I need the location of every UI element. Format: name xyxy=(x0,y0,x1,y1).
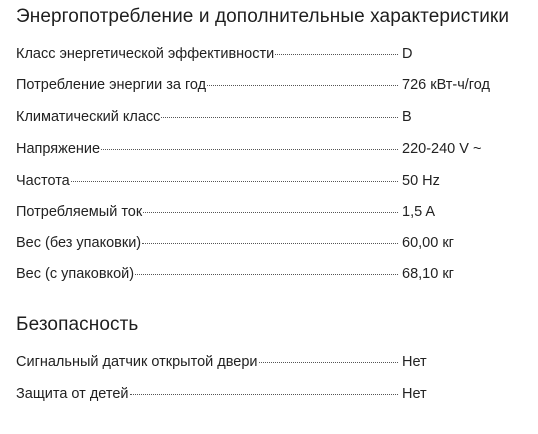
dotted-leader xyxy=(275,54,398,55)
spec-label: Частота xyxy=(16,173,70,189)
spec-label: Потребляемый ток xyxy=(16,204,143,220)
spec-value: 726 кВт-ч/год xyxy=(402,77,490,93)
spec-value: D xyxy=(402,46,413,62)
spec-value: 60,00 кг xyxy=(402,235,454,251)
dotted-leader xyxy=(259,362,399,363)
dotted-leader xyxy=(161,117,398,118)
spec-value: Нет xyxy=(402,354,427,370)
spec-value: B xyxy=(402,109,412,125)
spec-label: Вес (без упаковки) xyxy=(16,235,142,251)
spec-value: 220-240 V ~ xyxy=(402,141,482,157)
spec-label: Защита от детей xyxy=(16,386,129,402)
spec-label: Потребление энергии за год xyxy=(16,77,207,93)
spec-row-energy-class xyxy=(16,44,526,68)
spec-row-weight-gross xyxy=(16,264,526,288)
spec-row-annual-consumption xyxy=(16,75,526,99)
spec-label: Напряжение xyxy=(16,141,101,157)
dotted-leader xyxy=(207,85,398,86)
dotted-leader xyxy=(101,149,398,150)
energy-section-title: Энергопотребление и дополнительные характеристики xyxy=(16,6,510,27)
spec-label: Климатический класс xyxy=(16,109,161,125)
dotted-leader xyxy=(130,394,398,395)
spec-row-child-lock xyxy=(16,384,526,408)
dotted-leader xyxy=(71,181,398,182)
spec-row-frequency xyxy=(16,171,526,195)
spec-value: 50 Hz xyxy=(402,173,440,189)
spec-row-voltage xyxy=(16,139,526,163)
spec-row-door-sensor xyxy=(16,352,526,376)
spec-label: Сигнальный датчик открытой двери xyxy=(16,354,258,370)
spec-value: Нет xyxy=(402,386,427,402)
dotted-leader xyxy=(143,212,398,213)
spec-label: Вес (с упаковкой) xyxy=(16,266,135,282)
safety-section-title: Безопасность xyxy=(16,314,139,335)
spec-row-current xyxy=(16,202,526,226)
spec-value: 68,10 кг xyxy=(402,266,454,282)
spec-row-climate-class xyxy=(16,107,526,131)
dotted-leader xyxy=(135,274,398,275)
spec-value: 1,5 A xyxy=(402,204,436,220)
spec-row-weight-net xyxy=(16,233,526,257)
spec-label: Класс энергетической эффективности xyxy=(16,46,275,62)
dotted-leader xyxy=(142,243,398,244)
